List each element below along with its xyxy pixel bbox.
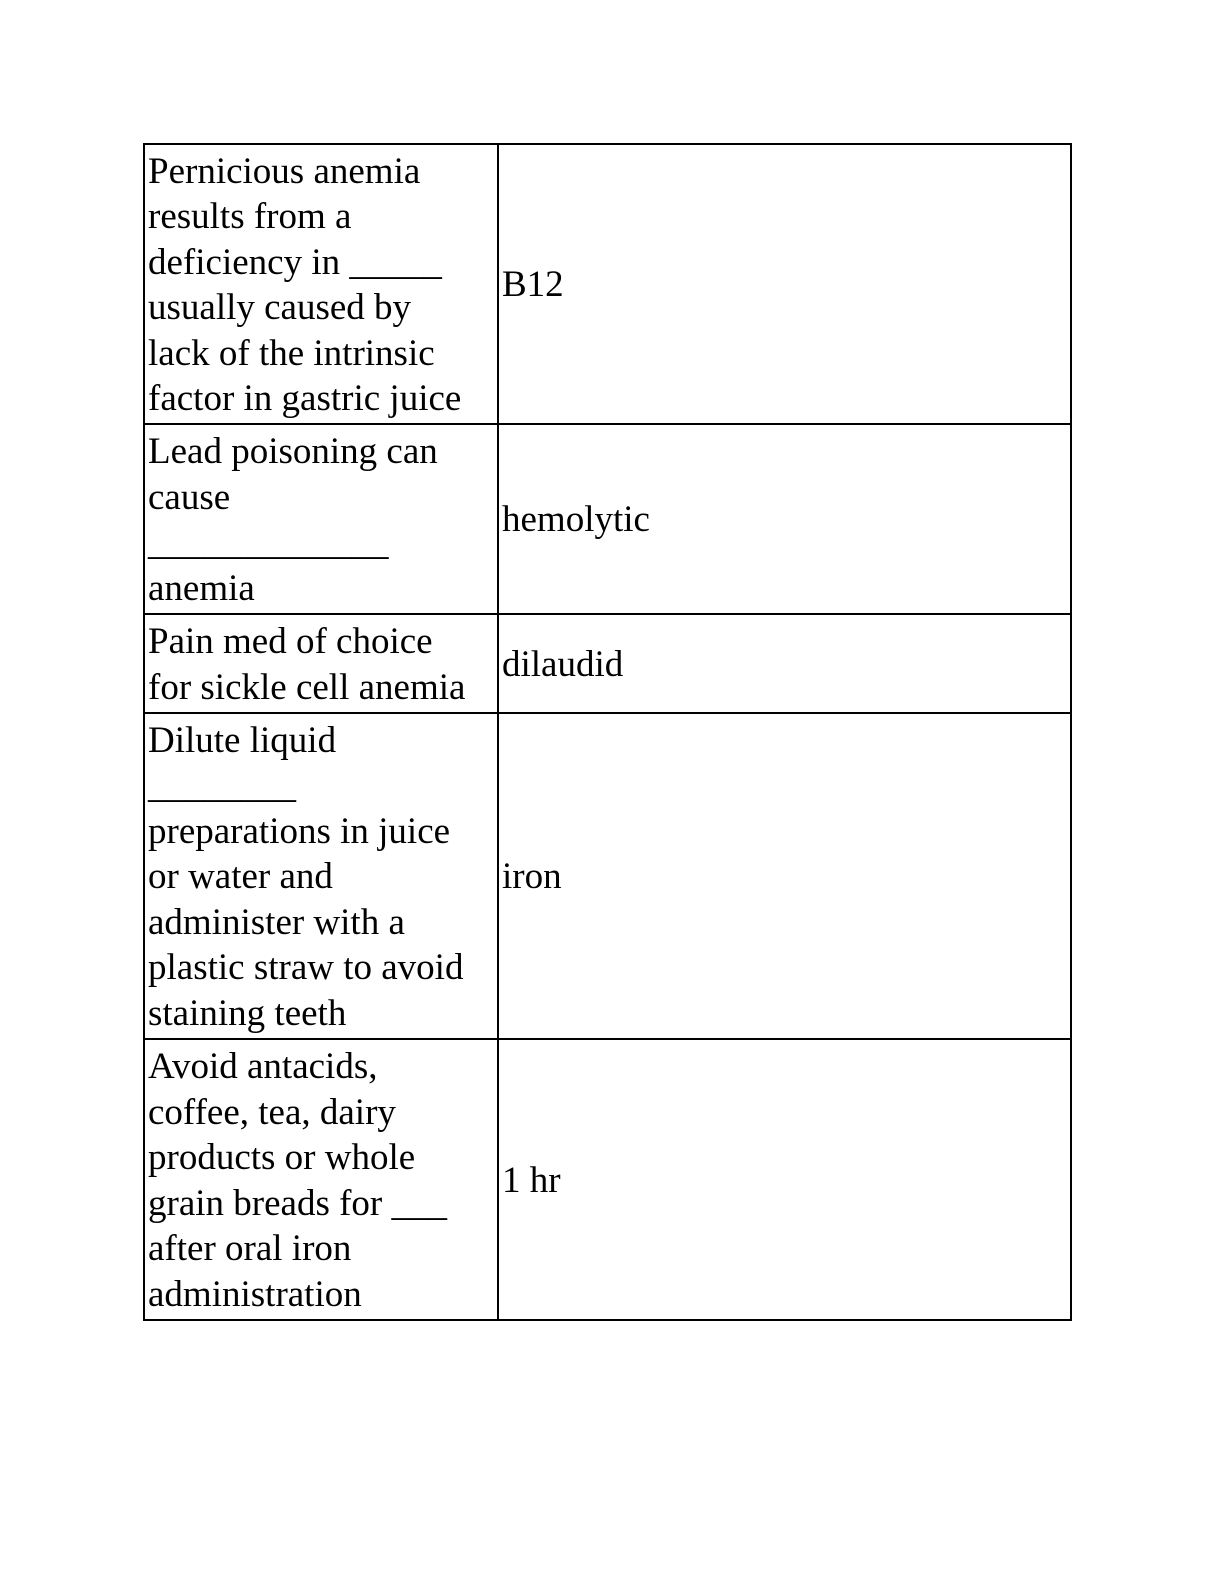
card-row [144,424,1071,614]
question-cell: Avoid antacids, coffee, tea, dairy products or whole grain breads for ___ after oral iron administration [144,1039,498,1320]
answer-cell: 1 hr [498,1039,1071,1320]
answer-cell: iron [498,713,1071,1039]
answer-cell: B12 [498,144,1071,424]
card-row [144,1039,1071,1320]
answer-cell: dilaudid [498,614,1071,713]
card-row [144,614,1071,713]
question-cell: Pain med of choice for sickle cell anemia [144,614,498,713]
flashcard-table [143,143,1072,1321]
question-cell: Lead poisoning can cause _____________ anemia [144,424,498,614]
question-cell: Dilute liquid ________ preparations in juice or water and administer with a plastic straw to avoid staining teeth [144,713,498,1039]
card-row [144,713,1071,1039]
answer-cell: hemolytic [498,424,1071,614]
question-cell: Pernicious anemia results from a deficiency in _____ usually caused by lack of the intrinsic factor in gastric juice [144,144,498,424]
card-row [144,144,1071,424]
